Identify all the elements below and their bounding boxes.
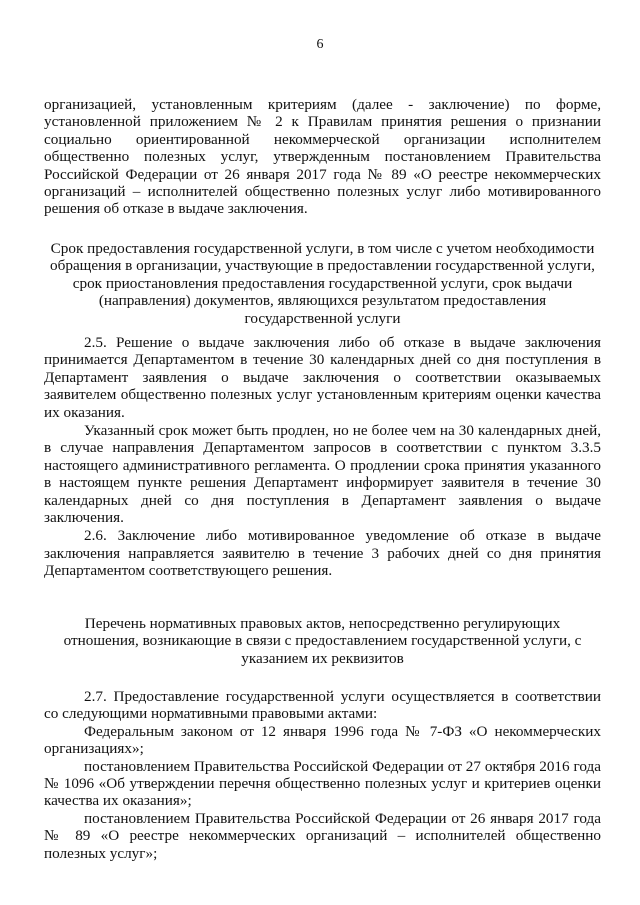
clause-2-7-block: [44, 688, 601, 862]
clause-2-6: 2.6. Заключение либо мотивированное уведомление об отказе в выдаче заключения направляется заявителю в течение 3 рабочих дней со дня принятия Департаментом соответствующего решения.: [44, 527, 601, 580]
act-item: постановлением Правительства Российской Федерации от 27 октября 2016 года № 1096 «Об утверждении перечня общественно полезных услуг и критериев оценки качества их оказания»;: [44, 757, 601, 810]
act-item: Федеральным законом от 12 января 1996 года № 7-ФЗ «О некоммерческих организациях»;: [44, 722, 601, 758]
intro-paragraph: организацией, установленным критериям (далее - заключение) по форме, установленной приложением № 2 к Правилам принятия решения о признании социально ориентированной некоммерческой организации исполнителем общественно полезных услуг, утвержденным постановлением Правительства Российской Федерации от 26 января 2017 года № 89 «О реестре некоммерческих организаций – исполнителей общественно полезных услуг либо мотивированного решения об отказе в выдаче заключения.: [44, 96, 601, 218]
clause-2-5-block: [44, 334, 601, 580]
section-heading-acts: Перечень нормативных правовых актов, непосредственно регулирующих отношения, возникающие в связи с предоставлением государственной услуги, с указанием их реквизитов: [63, 615, 582, 667]
clause-2-7: 2.7. Предоставление государственной услуги осуществляется в соответствии со следующими нормативными правовыми актами:: [44, 688, 601, 723]
clause-extension: Указанный срок может быть продлен, но не более чем на 30 календарных дней, в случае направления Департаментом запросов в соответствии с пунктом 3.3.5 настоящего административного регламента. О продлении срока принятия указанного в настоящем пункте решения Департамент информирует заявителя в течение 30 календарных дней со дня поступления в Департамент заявления о выдаче заключения.: [44, 422, 601, 527]
section-heading-block-2: [60, 615, 585, 667]
page-number: 6: [316, 37, 324, 52]
intro-block: [44, 96, 601, 218]
section-heading-term: Срок предоставления государственной услуги, в том числе с учетом необходимости обращения в организации, участвующие в предоставлении государственной услуги, срок приостановления предоставления государственной услуги, срок выдачи (направления) документов, являющихся результатом предоставления государственной услуги: [50, 240, 595, 327]
section-heading-block-1: [46, 240, 599, 327]
clause-2-5: 2.5. Решение о выдаче заключения либо об отказе в выдаче заключения принимается Департаментом в течение 30 календарных дней со дня поступления в Департамент заявления о выдаче заключения о соответствии оказываемых заявителем общественно полезных услуг установленным критериям оценки качества их оказания.: [44, 334, 601, 421]
act-item: постановлением Правительства Российской Федерации от 26 января 2017 года № 89 «О реестре некоммерческих организаций – исполнителей общественно полезных услуг»;: [44, 809, 601, 862]
